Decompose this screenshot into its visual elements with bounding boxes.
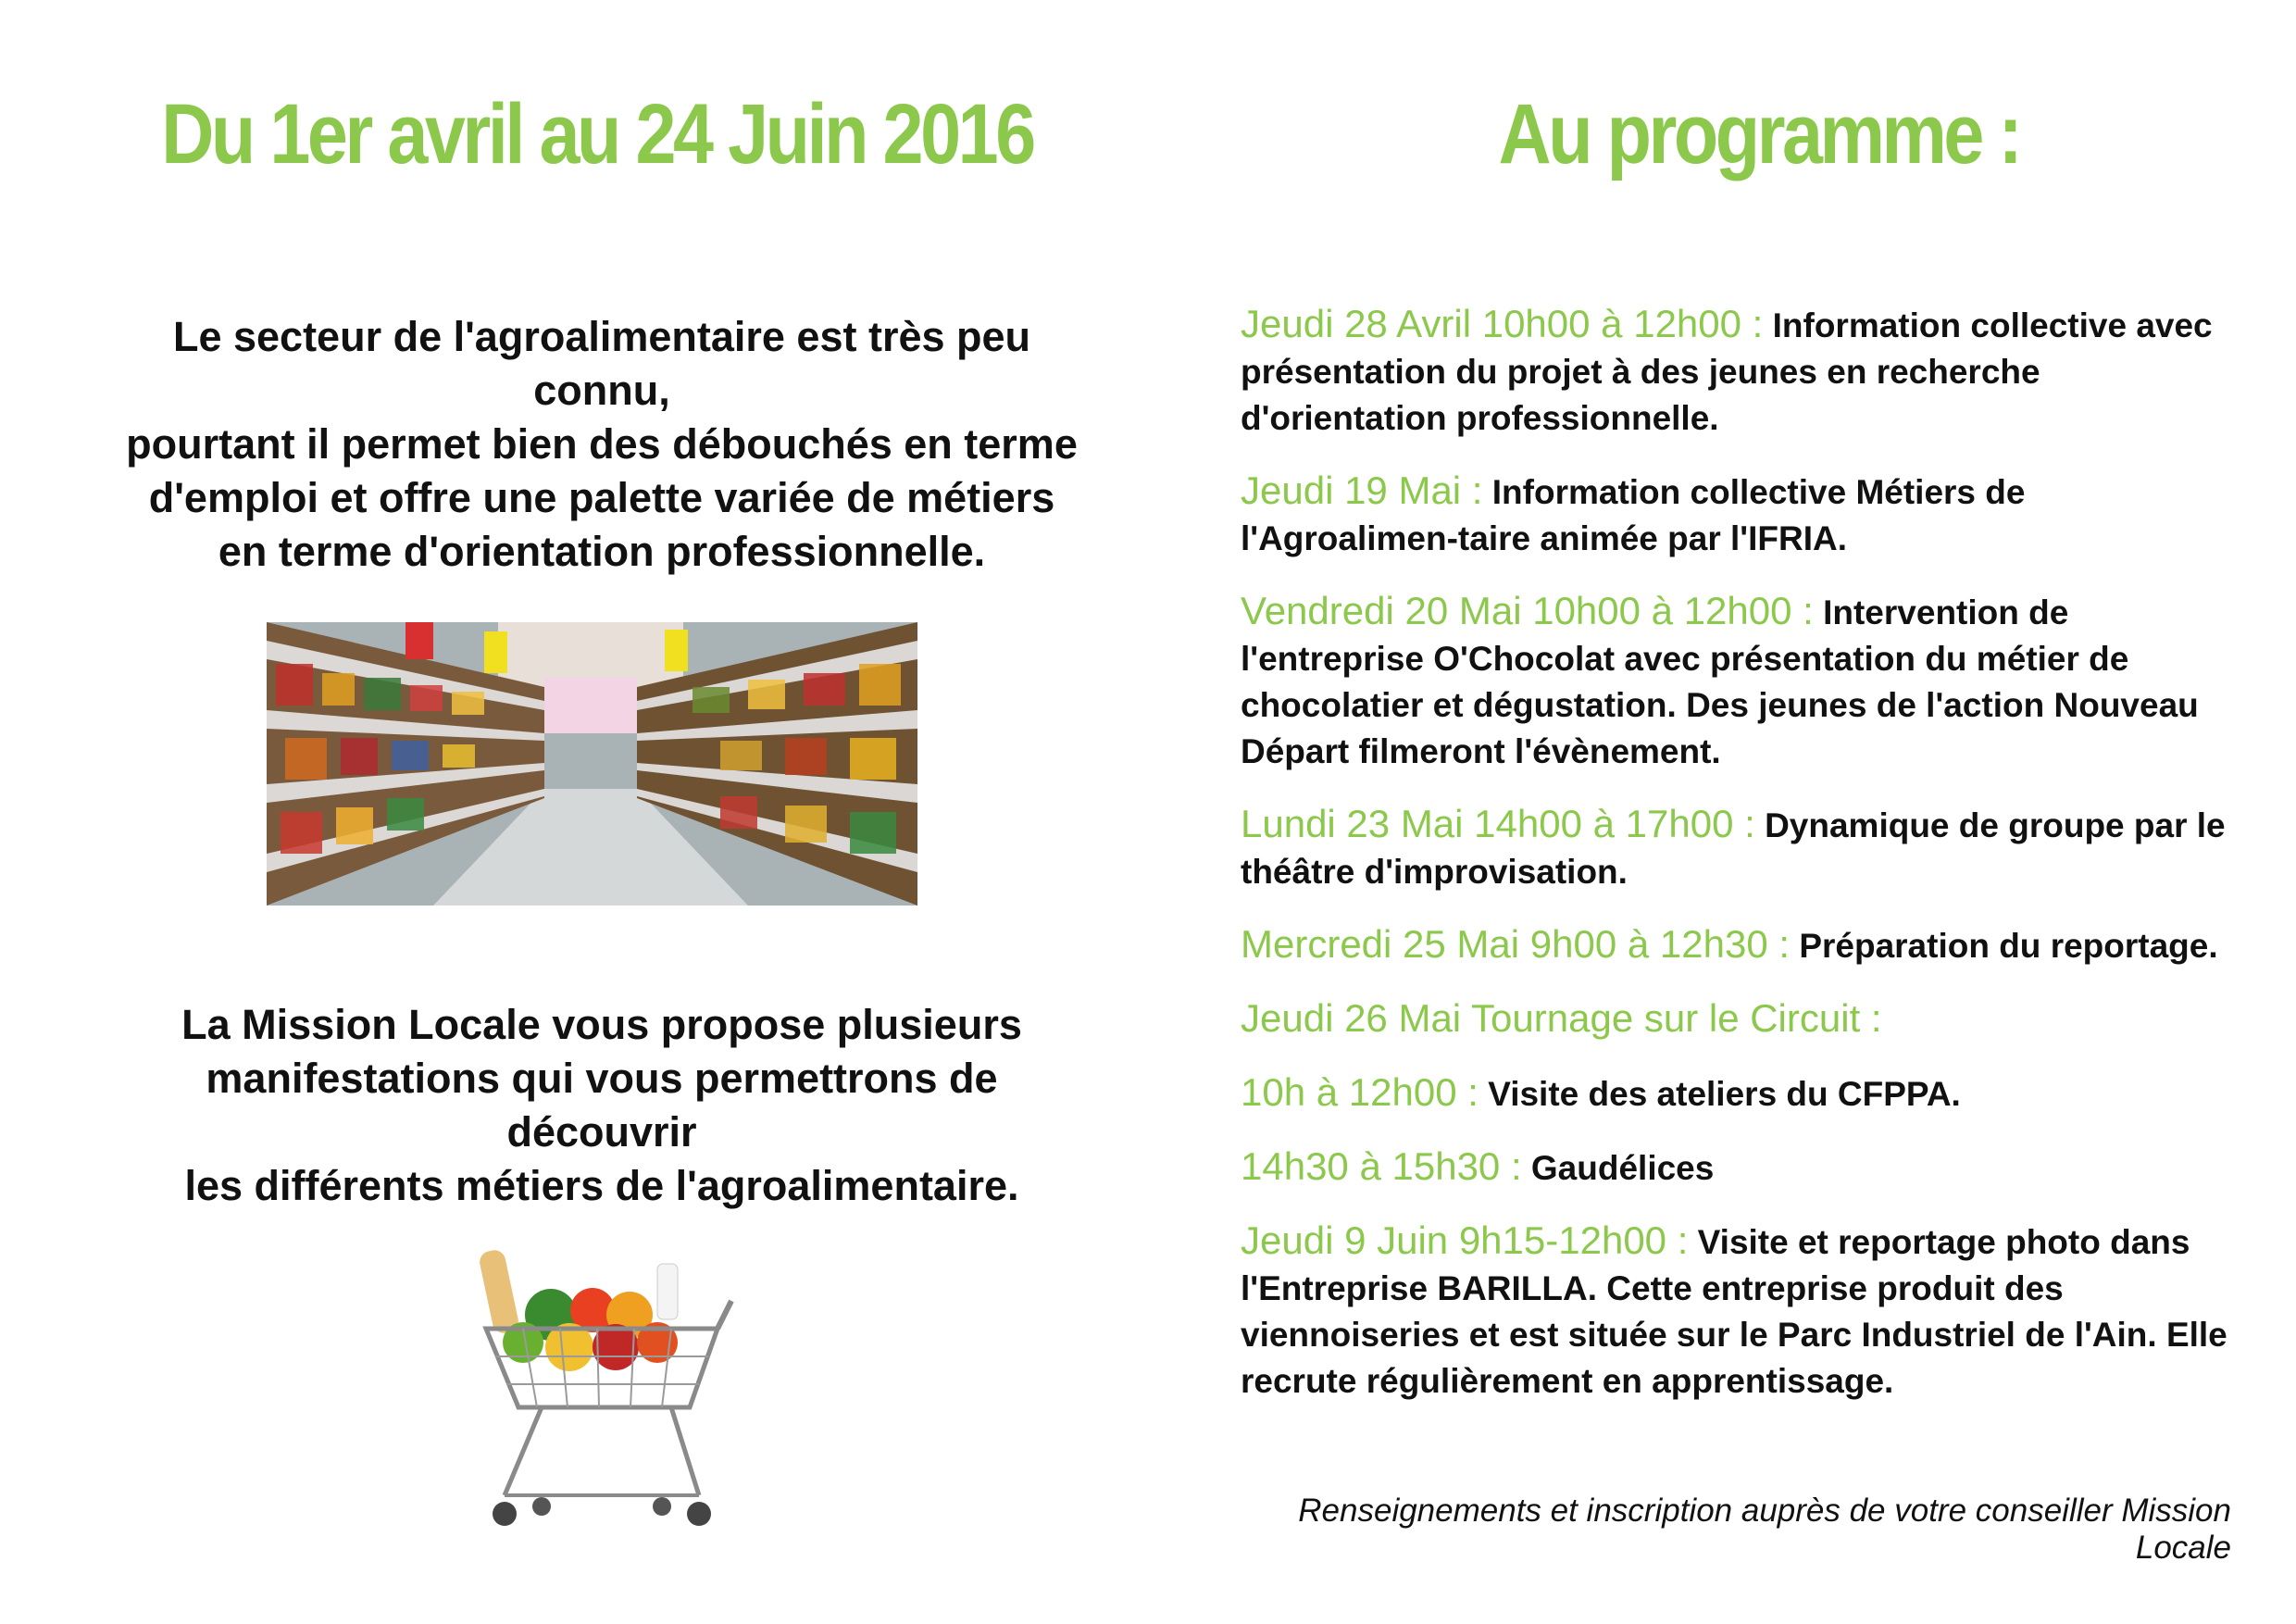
entry-date: Jeudi 9 Juin 9h15-12h00 : bbox=[1241, 1218, 1689, 1262]
entry-description: Information collective Métiers de l'Agroalimen-taire animée par l'IFRIA. bbox=[1241, 473, 2026, 557]
mission-paragraph bbox=[120, 998, 1083, 1213]
entry-description: Préparation du reportage. bbox=[1799, 927, 2218, 965]
program-entry bbox=[1241, 1069, 2240, 1118]
mission-line: La Mission Locale vous propose plusieurs bbox=[181, 1001, 1022, 1048]
footer-note: Renseignements et inscription auprès de votre conseiller Mission Locale bbox=[1298, 1493, 2231, 1566]
program-entry bbox=[1241, 1218, 2240, 1405]
dates-title: Du 1er avril au 24 Juin 2016 bbox=[161, 87, 1033, 181]
program-list bbox=[1241, 301, 2240, 1405]
entry-date: 14h30 à 15h30 : bbox=[1241, 1144, 1522, 1188]
program-entry bbox=[1241, 301, 2240, 442]
program-title: Au programme : bbox=[1498, 87, 2020, 181]
intro-line: en terme d'orientation professionnelle. bbox=[218, 528, 986, 575]
shopping-cart-image bbox=[468, 1245, 736, 1537]
intro-line: d'emploi et offre une palette variée de métiers bbox=[148, 474, 1055, 521]
supermarket-aisle-illustration bbox=[267, 622, 917, 906]
intro-line: Le secteur de l'agroalimentaire est très peu connu, bbox=[172, 313, 1031, 414]
entry-description: Intervention de l'entreprise O'Chocolat avec présentation du métier de chocolatier et dégustation. Des jeunes de l'action Nouveau Départ filmeront l'évènement. bbox=[1241, 593, 2199, 770]
shopping-cart-icon bbox=[468, 1245, 736, 1537]
program-entry bbox=[1241, 1143, 2240, 1192]
mission-line: manifestations qui vous permettrons de découvrir bbox=[206, 1055, 998, 1156]
entry-date: Vendredi 20 Mai 10h00 à 12h00 : bbox=[1241, 589, 1814, 632]
entry-date: Jeudi 19 Mai : bbox=[1241, 468, 1483, 512]
intro-line: pourtant il permet bien des débouchés en terme bbox=[126, 420, 1078, 468]
intro-paragraph bbox=[120, 310, 1083, 579]
program-entry bbox=[1241, 468, 2240, 562]
entry-description: Visite des ateliers du CFPPA. bbox=[1488, 1075, 1961, 1113]
entry-date: Lundi 23 Mai 14h00 à 17h00 : bbox=[1241, 802, 1755, 845]
program-entry bbox=[1241, 921, 2240, 969]
entry-description: Visite et reportage photo dans l'Entreprise BARILLA. Cette entreprise produit des viennoiseries et est située sur le Parc Industriel de l'Ain. Elle recrute régulièrement en apprentissage. bbox=[1241, 1223, 2227, 1400]
entry-description: Dynamique de groupe par le théâtre d'improvisation. bbox=[1241, 806, 2226, 891]
entry-date: Mercredi 25 Mai 9h00 à 12h30 : bbox=[1241, 922, 1791, 966]
mission-line: les différents métiers de l'agroalimentaire. bbox=[184, 1162, 1019, 1209]
program-entry bbox=[1241, 588, 2240, 775]
entry-date: Jeudi 28 Avril 10h00 à 12h00 : bbox=[1241, 302, 1764, 345]
entry-description: Gaudélices bbox=[1530, 1149, 1715, 1187]
entry-date: Jeudi 26 Mai Tournage sur le Circuit : bbox=[1241, 996, 1882, 1040]
entry-date: 10h à 12h00 : bbox=[1241, 1070, 1479, 1114]
supermarket-aisle-photo bbox=[267, 622, 917, 906]
entry-description: Information collective avec présentation du projet à des jeunes en recherche d'orientation professionnelle. bbox=[1241, 306, 2213, 437]
program-entry bbox=[1241, 801, 2240, 895]
program-entry bbox=[1241, 995, 2240, 1043]
